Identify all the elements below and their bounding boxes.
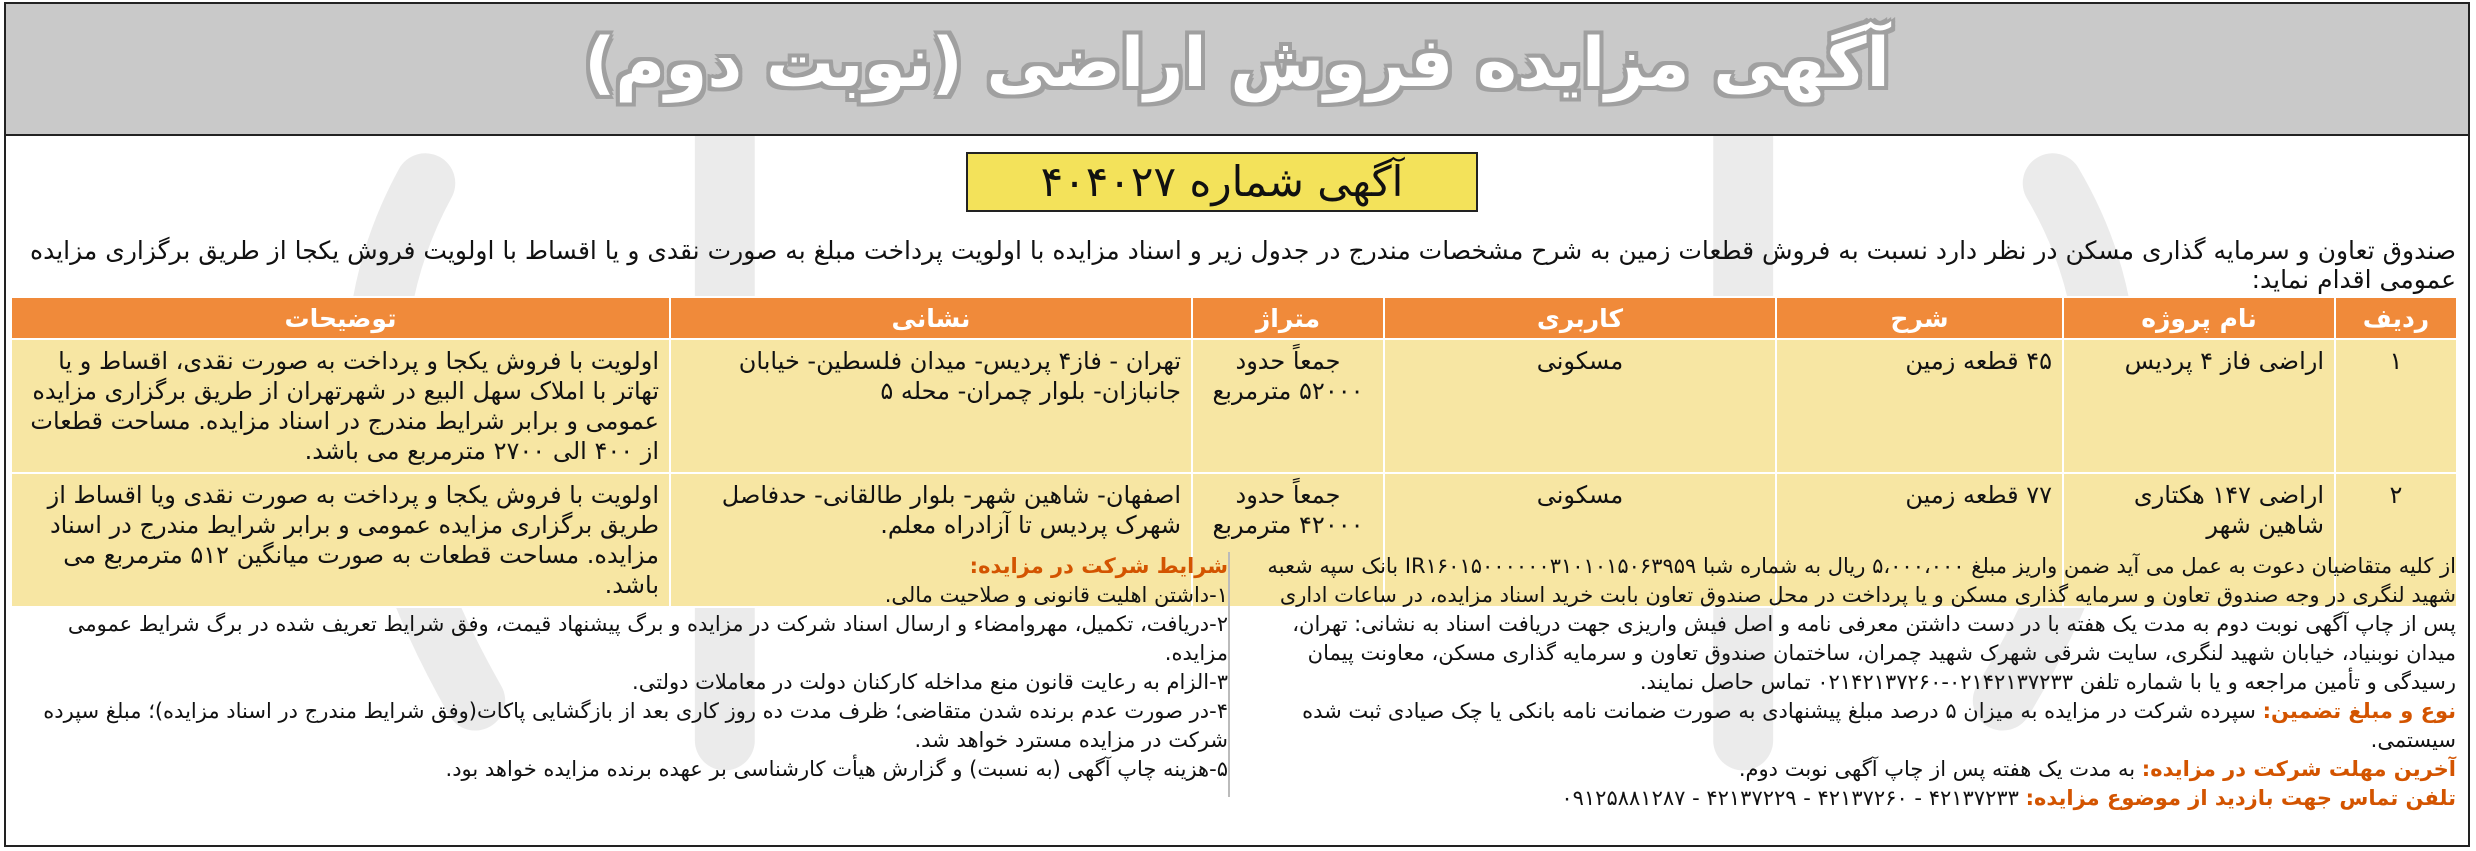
table-header-row [11, 297, 2457, 339]
cell-project-name: اراضی ۱۴۷ هکتاری شاهین شهر [2063, 473, 2335, 607]
cell-description: ۴۵ قطعه زمین [1776, 339, 2063, 473]
intro-paragraph: صندوق تعاون و سرمایه گذاری مسکن در نظر دارد نسبت به فروش قطعات زمین به شرح مشخصات مندرج در جدول زیر و اسناد مزایده با اولویت پرداخت مبلغ به صورت نقدی و یا اقساط با اولویت فروش یکجا از طریق برگزاری مزایده عمومی اقدام نماید: [30, 236, 2456, 294]
condition-item: ۱-داشتن اهلیت قانونی و صلاحیت مالی. [884, 583, 1228, 607]
conditions-title: شرایط شرکت در مزایده: [969, 554, 1228, 578]
page-title: آگهی مزایده فروش اراضی (نوبت دوم) [584, 24, 1890, 103]
header-area: متراژ [1192, 297, 1384, 339]
guarantee-text: سپرده شرکت در مزایده به میزان ۵ درصد مبلغ پیشنهادی به صورت ضمانت نامه بانکی یا چک صیادی ثبت شده سیستمی. [1302, 699, 2456, 752]
header-row-number: ردیف [2335, 297, 2457, 339]
cell-row-number: ۱ [2335, 339, 2457, 473]
header-usage: کاربری [1384, 297, 1776, 339]
condition-item: ۵-هزینه چاپ آگهی (به نسبت) و گزارش هیأت کارشناسی بر عهده برنده مزایده خواهد بود. [445, 757, 1228, 781]
conditions-section [10, 552, 1228, 784]
condition-item: ۴-در صورت عدم برنده شدن متقاضی؛ ظرف مدت ده روز کاری بعد از بازگشایی پاکات(وفق شرایط مندرج در اسناد مزایده)؛ مبلغ سپرده شرکت در مزایده مسترد خواهد شد. [43, 699, 1228, 752]
cell-usage: مسکونی [1384, 473, 1776, 607]
header-description: شرح [1776, 297, 2063, 339]
cell-notes: اولویت با فروش یکجا و پرداخت به صورت نقدی ویا اقساط از طریق برگزاری مزایده عمومی و برابر شرایط مندرج در اسناد مزایده. مساحت قطعات به صورت میانگین ۵۱۲ مترمربع می باشد. [11, 473, 670, 607]
cell-address: اصفهان- شاهین شهر- بلوار طالقانی- حدفاصل شهرک پردیس تا آزادراه معلم. [670, 473, 1192, 607]
condition-item: ۲-دریافت، تکمیل، مهروامضاء و ارسال اسناد شرکت در مزایده و برگ پیشنهاد قیمت، وفق شرایط تعریف شده در برگ شرایط عمومی مزایده. [67, 612, 1228, 665]
header-address: نشانی [670, 297, 1192, 339]
table-row [11, 339, 2457, 473]
cell-notes: اولویت با فروش یکجا و پرداخت به صورت نقدی، اقساط و یا تهاتر با املاک سهل البیع در شهرتهران از طریق برگزاری مزایده عمومی و برابر شرایط مندرج در اسناد مزایده. مساحت قطعات از ۴۰۰ الی ۲۷۰۰ مترمربع می باشد. [11, 339, 670, 473]
cell-area: جمعاً حدود ۴۲۰۰۰ مترمربع [1192, 473, 1384, 607]
cell-row-number: ۲ [2335, 473, 2457, 607]
contact-phones: ۴۲۱۳۷۲۳۳ - ۴۲۱۳۷۲۶۰ - ۴۲۱۳۷۲۲۹ - ۰۹۱۲۵۸۸۱۲۸۷ [1561, 786, 2019, 810]
header-notes: توضیحات [11, 297, 670, 339]
header-project-name: نام پروژه [2063, 297, 2335, 339]
header-banner [6, 4, 2468, 136]
guarantee-line [1261, 697, 2456, 755]
announcement-frame [4, 2, 2470, 847]
cell-usage: مسکونی [1384, 339, 1776, 473]
cell-description: ۷۷ قطعه زمین [1776, 473, 2063, 607]
contact-line [1261, 784, 2456, 813]
ad-number-badge: آگهی شماره ۴۰۴۰۲۷ [966, 152, 1478, 212]
invitation-text: از کلیه متقاضیان دعوت به عمل می آید ضمن واریز مبلغ ۵،۰۰۰،۰۰۰ ریال به شماره شبا IR۱۶۰۱۵۰۰۰۰۰۰۳۱۰۱۰۱۵۰۶۳۹۵۹ بانک سپه شعبه شهید لنگری در وجه صندوق تعاون و سرمایه گذاری مسکن و یا پرداخت در محل صندوق تعاون بابت خرید اسناد مزایده، در ساعات اداری پس از چاپ آگهی نوبت دوم به مدت یک هفته با در دست داشتن معرفی نامه و اصل فیش واریزی جهت دریافت اسناد به نشانی: تهران، میدان نوبنیاد، خیابان شهید لنگری، سایت شرقی شهرک شهید چمران، ساختمان صندوق تعاون و سرمایه گذاری مسکن، معاونت پیمان رسیدگی و تأمین مراجعه و یا با شماره تلفن ۰۲۱۴۲۱۳۷۲۳۳-۰۲۱۴۲۱۳۷۲۶۰ تماس حاصل نمایند. [1267, 554, 2456, 694]
deadline-line [1261, 755, 2456, 784]
column-divider [1228, 552, 1230, 797]
cell-area: جمعاً حدود ۵۲۰۰۰ مترمربع [1192, 339, 1384, 473]
deadline-label: آخرین مهلت شرکت در مزایده: [2141, 757, 2456, 781]
cell-project-name: اراضی فاز ۴ پردیس [2063, 339, 2335, 473]
condition-item: ۳-الزام به رعایت قانون منع مداخله کارکنان دولت در معاملات دولتی. [632, 670, 1228, 694]
guarantee-label: نوع و مبلغ تضمین: [2262, 699, 2456, 723]
cell-address: تهران - فاز۴ پردیس- میدان فلسطین- خیابان جانبازان- بلوار چمران- محله ۵ [670, 339, 1192, 473]
contact-label: تلفن تماس جهت بازدید از موضوع مزایده: [2025, 786, 2456, 810]
deadline-text: به مدت یک هفته پس از چاپ آگهی نوبت دوم. [1738, 757, 2136, 781]
invitation-section [1261, 552, 2456, 813]
